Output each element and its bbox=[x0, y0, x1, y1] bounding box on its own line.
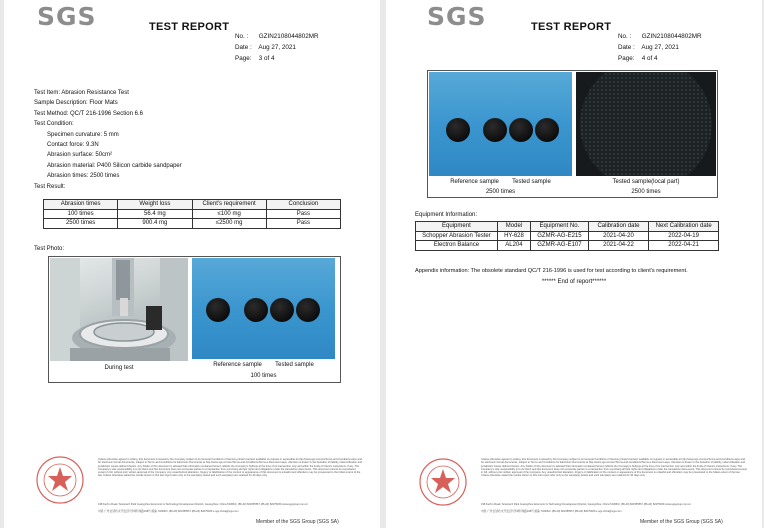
table-cell: 2021-04-20 bbox=[588, 231, 649, 241]
local-part-sub: 2500 times bbox=[631, 189, 661, 195]
test-info bbox=[34, 88, 182, 192]
abrasion-machine-image bbox=[50, 258, 188, 361]
address-chinese: 中国·广州·经济技术开发区科学城科珠路198号 邮编: 510663 t (86-20) 82155555 f (86-20) 82075180 e sgs.china@sgs.com bbox=[481, 510, 622, 513]
header-model: Model bbox=[497, 222, 530, 232]
tested-sample-disc bbox=[244, 298, 268, 322]
tested-caption: Tested sample bbox=[275, 362, 314, 368]
condition-surface: Abrasion surface: 50cm² bbox=[47, 152, 113, 159]
equipment-label: Equipment Information: bbox=[415, 212, 478, 218]
table-cell: AL204 bbox=[497, 241, 530, 251]
table-cell: 900.4 mg bbox=[118, 219, 192, 229]
report-number-label: No. : bbox=[618, 33, 632, 40]
condition-material: Abrasion material: P400 Silicon carbide sandpaper bbox=[47, 162, 182, 169]
header-next-calibration: Next Calibration date bbox=[649, 222, 719, 232]
table-cell: GZMR-AG-E215 bbox=[531, 231, 589, 241]
report-page-value: 4 of 4 bbox=[641, 55, 658, 62]
equipment-table bbox=[415, 221, 719, 251]
local-part-caption: Tested sample(local part) bbox=[612, 179, 680, 185]
sgs-stamp-icon bbox=[35, 455, 85, 505]
table-row bbox=[44, 219, 341, 229]
test-method-line: Test Method: QC/T 216-1996 Section 6.6 bbox=[34, 110, 143, 117]
table-row bbox=[416, 241, 719, 251]
sgs-logo: SGS bbox=[427, 2, 487, 31]
tested-sample-disc bbox=[535, 118, 559, 142]
report-number-value: GZIN2108044802MR bbox=[258, 33, 319, 40]
report-date bbox=[618, 42, 679, 53]
report-date-value: Aug 27, 2021 bbox=[641, 44, 679, 51]
report-page bbox=[618, 53, 658, 64]
table-cell: 100 times bbox=[44, 209, 118, 219]
sample-photo-100-sub: 100 times bbox=[250, 373, 277, 379]
table-cell: 56.4 mg bbox=[118, 209, 192, 219]
header-equipment-no: Equipment No. bbox=[531, 222, 589, 232]
page-title: TEST REPORT bbox=[531, 21, 612, 33]
test-condition-label: Test Condition: bbox=[34, 121, 74, 128]
table-cell: Pass bbox=[266, 209, 340, 219]
header-abrasion-times: Abrasion times bbox=[44, 200, 118, 210]
member-text: Member of the SGS Group (SGS SA) bbox=[256, 519, 339, 525]
tested-sample-disc bbox=[296, 298, 320, 322]
table-row bbox=[44, 209, 341, 219]
sample-description-line: Sample Description: Floor Mats bbox=[34, 100, 118, 107]
reference-sample-disc bbox=[206, 298, 230, 322]
table-cell: Pass bbox=[266, 219, 340, 229]
address-english: 198 Kezhu Road, Scientech Park Guangzhou Economic & Technology Development District, Guangzhou, China 510663 t (86-20) 82155555 f (86-20) 82075180 www.sgsgroup.com.cn bbox=[481, 503, 692, 506]
table-cell: 2021-04-22 bbox=[588, 241, 649, 251]
table-cell: 2500 times bbox=[44, 219, 118, 229]
table-header-row bbox=[44, 200, 341, 210]
table-cell: Schopper Abrasion Tester bbox=[416, 231, 498, 241]
table-cell: HY-628 bbox=[497, 231, 530, 241]
reference-sample-disc bbox=[446, 118, 470, 142]
table-cell: GZMR-AG-E107 bbox=[531, 241, 589, 251]
header-weight-loss: Weight loss bbox=[118, 200, 192, 210]
tested-sample-disc bbox=[270, 298, 294, 322]
during-test-photo bbox=[50, 258, 188, 361]
table-header-row bbox=[416, 222, 719, 232]
report-page bbox=[235, 53, 275, 64]
address-english: 198 Kezhu Road, Scientech Park Guangzhou Economic & Technology Development District, Guangzhou, China 510663 t (86-20) 82155555 f (86-20) 82075180 www.sgsgroup.com.cn bbox=[98, 503, 309, 506]
report-date-value: Aug 27, 2021 bbox=[258, 44, 296, 51]
disclaimer-text: Unless otherwise agreed in writing, this document is issued by the Company subject to its General Conditions of Service printed overleaf, available on request or accessible at http://www.sgs.com/en/Terms-and-Conditions.aspx and, for electronic format documents, subject to Terms and Conditions for Electronic Documents at http://www.sgs.com/en/Terms-and-Conditions/Terms-e-Document.aspx. Attention is drawn to the limitation of liability, indemnification and jurisdiction issues defined therein. Any holder of this document is advised that information contained hereon reflects the Company's findings at the time of its intervention only and within the limits of Client's instructions, if any. The Company's sole responsibility is to its Client and this document does not exonerate parties to a transaction from exercising all their rights and obligations under the transaction documents. This document cannot be reproduced except in full, without prior written approval of the Company. Any unauthorized alteration, forgery or falsification of the content or appearance of this document is unlawful and offenders may be prosecuted to the fullest extent of the law. Unless otherwise stated the results shown in this test report refer only to the sample(s) tested and such sample(s) are retained for 30 days only. bbox=[481, 458, 747, 478]
table-row bbox=[416, 231, 719, 241]
header-calibration-date: Calibration date bbox=[588, 222, 649, 232]
tested-sample-disc bbox=[483, 118, 507, 142]
member-text: Member of the SGS Group (SGS SA) bbox=[640, 519, 723, 525]
during-test-caption: During test bbox=[104, 365, 134, 371]
sample-photo-2500-sub: 2500 times bbox=[485, 189, 516, 195]
tested-sample-disc bbox=[509, 118, 533, 142]
sgs-stamp-icon bbox=[418, 457, 468, 507]
reference-caption: Reference sample bbox=[213, 362, 262, 368]
report-date bbox=[235, 42, 296, 53]
sample-photo-100-caption bbox=[192, 361, 335, 369]
header-requirement: Client's requirement bbox=[192, 200, 266, 210]
sample-photo-2500-caption bbox=[429, 178, 572, 186]
header-conclusion: Conclusion bbox=[266, 200, 340, 210]
condition-curvature: Specimen curvature: 5 mm bbox=[47, 131, 119, 138]
address-chinese: 中国·广州·经济技术开发区科学城科珠路198号 邮编: 510663 t (86-20) 82155555 f (86-20) 82075180 e sgs.china@sgs.com bbox=[98, 510, 239, 513]
report-number-label: No. : bbox=[235, 33, 249, 40]
report-page-label: Page: bbox=[235, 55, 252, 62]
report-page-label: Page: bbox=[618, 55, 635, 62]
report-page-value: 3 of 4 bbox=[258, 55, 275, 62]
sgs-logo: SGS bbox=[37, 2, 97, 31]
local-part-texture-image bbox=[576, 72, 716, 176]
header-equipment: Equipment bbox=[416, 222, 498, 232]
end-of-report: ****** End of report****** bbox=[541, 279, 607, 285]
appendix-text: Appendix information: The obsolete standard QC/T 216-1996 is used for test according to client's requirement. bbox=[415, 268, 688, 274]
report-number bbox=[235, 31, 319, 42]
reference-caption: Reference sample bbox=[450, 179, 499, 185]
table-cell: 2022-04-21 bbox=[649, 241, 719, 251]
report-date-label: Date : bbox=[618, 44, 635, 51]
report-date-label: Date : bbox=[235, 44, 252, 51]
disclaimer-text: Unless otherwise agreed in writing, this document is issued by the Company subject to its General Conditions of Service printed overleaf, available on request or accessible at http://www.sgs.com/en/Terms-and-Conditions.aspx and, for electronic format documents, subject to Terms and Conditions for Electronic Documents at http://www.sgs.com/en/Terms-and-Conditions/Terms-e-Document.aspx. Attention is drawn to the limitation of liability, indemnification and jurisdiction issues defined therein. Any holder of this document is advised that information contained hereon reflects the Company's findings at the time of its intervention only and within the limits of Client's instructions, if any. The Company's sole responsibility is to its Client and this document does not exonerate parties to a transaction from exercising all their rights and obligations under the transaction documents. This document cannot be reproduced except in full, without prior written approval of the Company. Any unauthorized alteration, forgery or falsification of the content or appearance of this document is unlawful and offenders may be prosecuted to the fullest extent of the law. Unless otherwise stated the results shown in this test report refer only to the sample(s) tested and such sample(s) are retained for 30 days only. bbox=[98, 458, 363, 478]
page-title: TEST REPORT bbox=[149, 21, 230, 33]
condition-force: Contact force: 9.3N bbox=[47, 142, 99, 149]
test-result-label: Test Result: bbox=[34, 183, 66, 190]
table-cell: Electron Balance bbox=[416, 241, 498, 251]
sample-photo-2500 bbox=[429, 72, 572, 176]
table-cell: ≤2500 mg bbox=[192, 219, 266, 229]
report-page-4 bbox=[386, 0, 762, 528]
sample-photo-100 bbox=[192, 258, 335, 359]
table-cell: ≤100 mg bbox=[192, 209, 266, 219]
table-cell: 2022-04-19 bbox=[649, 231, 719, 241]
local-part-photo bbox=[576, 72, 716, 176]
result-table bbox=[43, 199, 341, 229]
test-photo-label: Test Photo: bbox=[34, 246, 65, 252]
condition-times: Abrasion times: 2500 times bbox=[47, 173, 120, 180]
tested-caption: Tested sample bbox=[512, 179, 551, 185]
report-page-3 bbox=[4, 0, 380, 528]
report-number bbox=[618, 31, 702, 42]
report-number-value: GZIN2108044802MR bbox=[641, 33, 702, 40]
test-item-line: Test Item: Abrasion Resistance Test bbox=[34, 90, 129, 96]
